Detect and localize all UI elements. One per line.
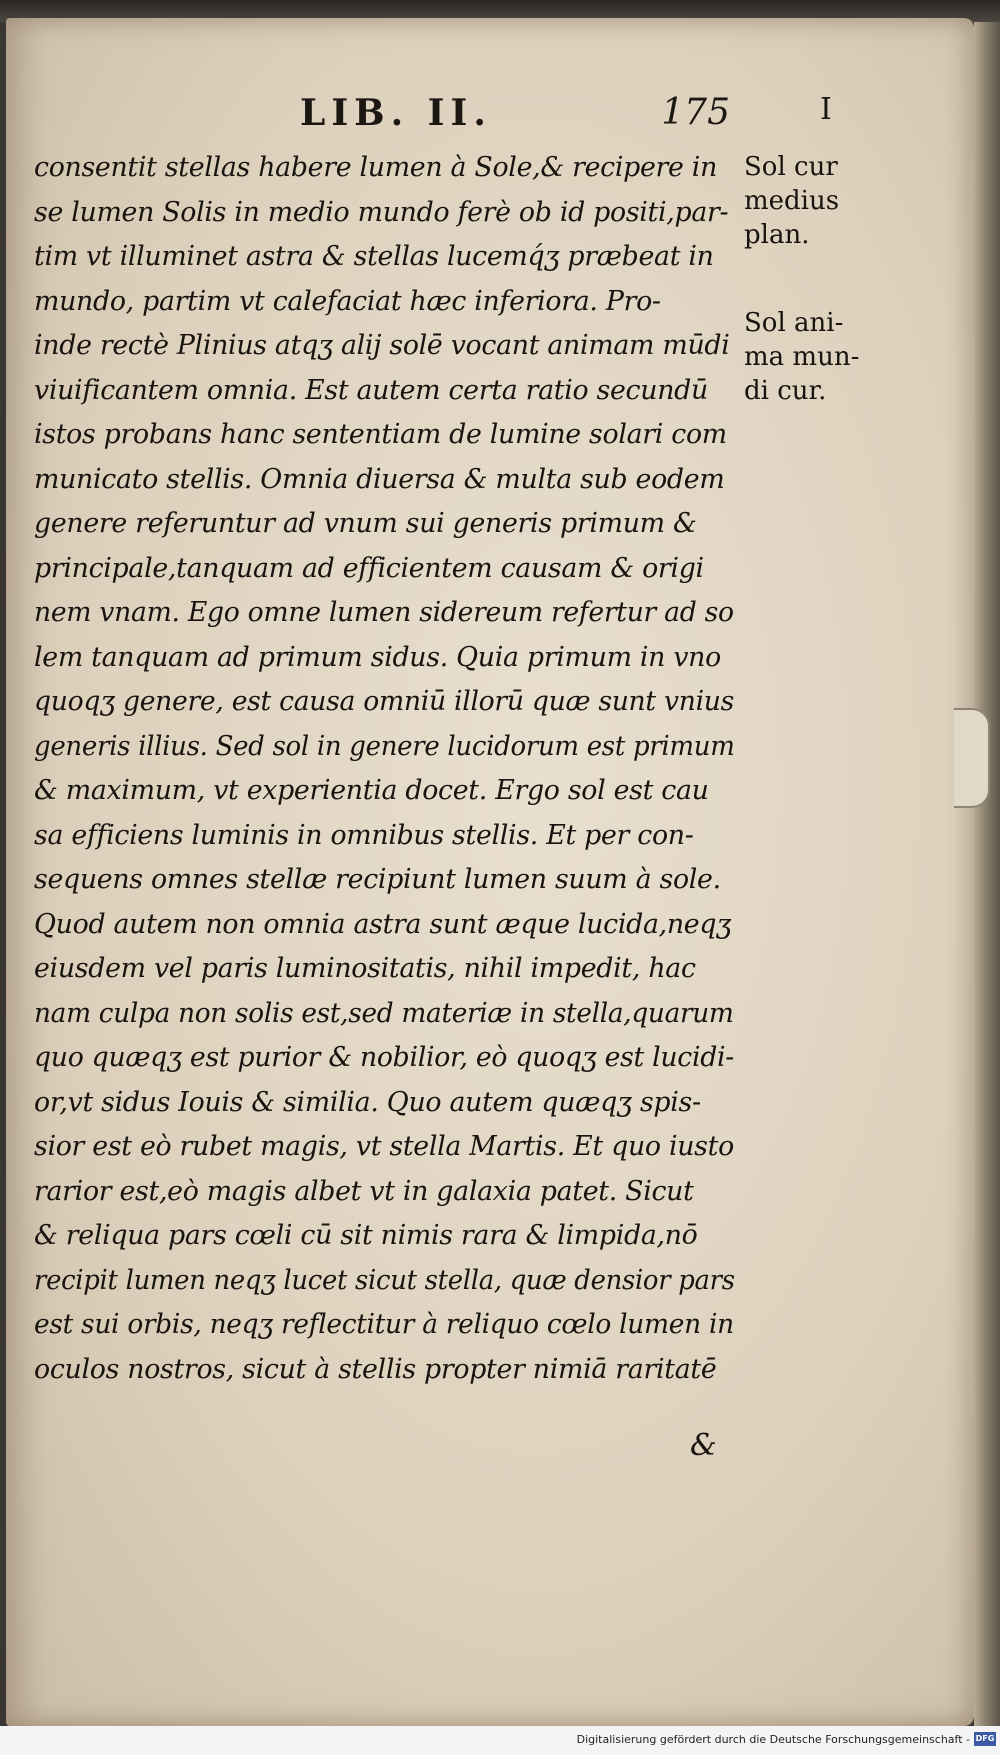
marginal-note-line: plan.: [744, 220, 810, 250]
text-line: genere referuntur ad vnum sui generis primum &: [34, 508, 697, 539]
footer-credit: Digitalisierung gefördert durch die Deutsche Forschungsgemeinschaft -: [576, 1733, 970, 1746]
text-line: est sui orbis, neqʒ reflectitur à reliquo cœlo lumen in: [34, 1309, 734, 1340]
text-line: tim vt illuminet astra & stellas lucemq́ʒ præbeat in: [34, 241, 714, 272]
marginal-note: [744, 150, 894, 252]
text-line: principale,tanquam ad efficientem causam & origi: [34, 552, 704, 584]
text-line: municato stellis. Omnia diuersa & multa sub eodem: [34, 463, 725, 495]
text-line: mundo, partim vt calefaciat hæc inferiora. Pro-: [34, 285, 661, 317]
text-line: se lumen Solis in medio mundo ferè ob id positi,par-: [34, 196, 729, 228]
marginal-note-line: ma mun-: [744, 342, 860, 372]
running-head-title: LIB. II.: [300, 92, 492, 134]
marginal-note-line: Sol ani-: [744, 308, 844, 338]
book-edge: [974, 22, 1000, 1726]
text-line: quo quæqʒ est purior & nobilior, eò quoqʒ est lucidi-: [34, 1042, 734, 1073]
text-line: inde rectè Plinius atqʒ alij solē vocant animam mūdi: [34, 330, 730, 361]
marginal-note-line: di cur.: [744, 376, 827, 406]
page-tab: [954, 708, 990, 808]
marginal-note-line: medius: [744, 186, 840, 216]
text-line: lem tanquam ad primum sidus. Quia primum in vno: [34, 641, 721, 673]
text-line: istos probans hanc sententiam de lumine solari com: [34, 419, 727, 450]
text-line: nem vnam. Ego omne lumen sidereum refertur ad so: [34, 597, 734, 628]
text-line: & maximum, vt experientia docet. Ergo sol est cau: [34, 775, 709, 806]
text-line: Quod autem non omnia astra sunt æque lucida,neqʒ: [34, 908, 732, 940]
page-number: 175: [661, 92, 730, 133]
text-line: quoqʒ genere, est causa omniū illorū quæ sunt vnius: [34, 686, 735, 717]
body-text: [34, 146, 740, 1392]
text-line: & reliqua pars cœli cū sit nimis rara & limpida,nō: [34, 1220, 698, 1251]
text-line: consentit stellas habere lumen à Sole,& recipere in: [34, 152, 718, 183]
footer-bar: [0, 1726, 1000, 1755]
text-line: recipit lumen neqʒ lucet sicut stella, quæ densior pars: [34, 1264, 735, 1296]
marginal-note-line: Sol cur: [744, 152, 838, 182]
dfg-logo: DFG: [974, 1732, 996, 1746]
marginal-note: [744, 306, 894, 408]
text-line: or,vt sidus Iouis & similia. Quo autem quæqʒ spis-: [34, 1086, 701, 1118]
running-head: [300, 92, 730, 136]
text-line: sa efficiens luminis in omnibus stellis. Et per con-: [34, 819, 694, 851]
text-line: oculos nostros, sicut à stellis propter nimiā raritatē: [34, 1353, 717, 1385]
text-line: sior est eò rubet magis, vt stella Martis. Et quo iusto: [34, 1131, 734, 1162]
text-line: rarior est,eò magis albet vt in galaxia patet. Sicut: [34, 1175, 694, 1207]
text-line: nam culpa non solis est,sed materiæ in stella,quarum: [34, 997, 734, 1029]
catchword: &: [690, 1428, 717, 1463]
text-line: generis illius. Sed sol in genere lucidorum est primum: [34, 730, 735, 762]
text-line: sequens omnes stellæ recipiunt lumen suum à sole.: [34, 864, 721, 895]
text-line: eiusdem vel paris luminositatis, nihil impedit, hac: [34, 953, 696, 984]
signature-mark: I: [820, 92, 832, 127]
text-line: viuificantem omnia. Est autem certa ratio secundū: [34, 374, 708, 406]
